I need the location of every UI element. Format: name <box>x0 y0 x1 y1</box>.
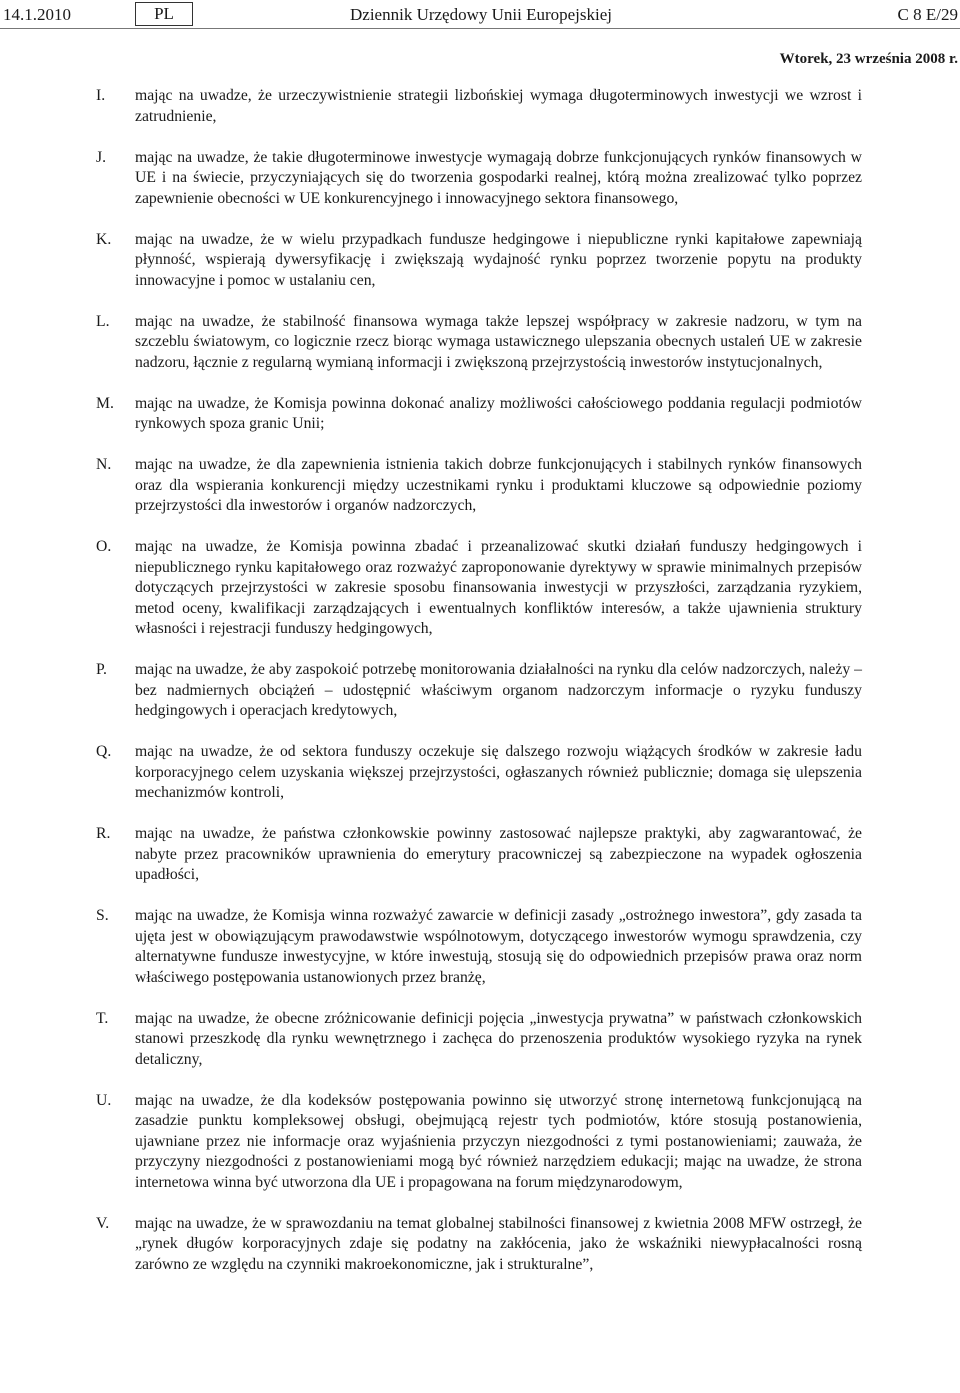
journal-title: Dziennik Urzędowy Unii Europejskiej <box>350 5 613 24</box>
recital-text: mając na uwadze, że Komisja powinna dokonać analizy możliwości całościowego poddania regulacji podmiotów rynkowych spoza granic Unii; <box>135 394 862 432</box>
publication-date: 14.1.2010 <box>3 5 71 24</box>
recital-text: mając na uwadze, że Komisja powinna zbadać i przeanalizować skutki działań funduszy hedgingowych i niepublicznego rynku kapitałowego oraz rozważyć zaproponowanie dyrektywy w sprawie minimalnych przepisów dotyczących przejrzystości w zakresie sposobu finansowania inwestycji w przyszłości, zarządzania ryzykiem, metod oceny, kwalifikacji zarządzających i ewentualnych konfliktów interesów, a także ujawnienia struktury własności i rejestracji funduszy hedgingowych, <box>135 538 862 637</box>
page-header <box>0 4 960 29</box>
recital-item <box>0 455 960 517</box>
recital-text: mając na uwadze, że urzeczywistnienie strategii lizbońskiej wymaga długoterminowych inwestycji we wzrost i zatrudnienie, <box>135 87 862 125</box>
recital-item <box>0 742 960 804</box>
recital-text: mając na uwadze, że takie długoterminowe inwestycje wymagają dobrze funkcjonujących rynków finansowych w UE i na świecie, przyczyniających się do tworzenia gospodarki realnej, którą można zrealizować tylko poprzez zapewnienie obecności w UE konkurencyjnego i innowacyjnego sektora finansowego, <box>135 148 862 207</box>
recital-text: mając na uwadze, że Komisja winna rozważyć zawarcie w definicji zasady „ostrożnego inwestora”, gdy zasada ta ujęta jest w obowiązującym prawodawstwie wspólnotowym, dotyczącego inwestorów wymogu sprawdzenia, czy alternatywne fundusze inwestycyjne, w które inwestują, stosują się do odpowiednich przepisów prawa oraz norm właściwego postępowania ustanowionych przez branżę, <box>135 907 862 986</box>
page-reference: C 8 E/29 <box>897 5 958 24</box>
recital-label: L. <box>96 312 110 330</box>
recital-label: T. <box>96 1009 109 1027</box>
recital-label: R. <box>96 825 111 842</box>
recital-text: mając na uwadze, że obecne zróżnicowanie definicji pojęcia „inwestycja prywatna” w państwach członkowskich stanowi przeszkodę dla rynku wewnętrznego i zachęca do przenoszenia produktów wysokiego ryzyka na rynek detaliczny, <box>135 1009 862 1068</box>
recital-label: N. <box>96 456 112 473</box>
recital-item <box>0 312 960 374</box>
recital-text: mając na uwadze, że od sektora funduszy oczekuje się dalszego rozwoju wiążących środków w zakresie ładu korporacyjnego celem uzyskania większej przejrzystości, ogłaszanych również publicznie; domaga się ulepszenia mechanizmów kontroli, <box>135 743 862 801</box>
recital-label: P. <box>96 661 107 678</box>
recital-item <box>0 537 960 640</box>
recital-item <box>0 230 960 292</box>
recital-label: M. <box>96 394 114 412</box>
recital-text: mając na uwadze, że w sprawozdaniu na temat globalnej stabilności finansowej z kwietnia 2008 MFW ostrzegł, że „rynek długów korporacyjnych zdaje się podatny na zakłócenia, jako że wskaźniki niewypłacalności rosną zarówno ze względu na czynniki makroekonomiczne, jak i strukturalne”, <box>135 1214 862 1273</box>
recital-item <box>0 1214 960 1276</box>
recital-item <box>0 394 960 435</box>
language-badge: PL <box>135 2 193 26</box>
recital-item <box>0 86 960 127</box>
recital-label: U. <box>96 1091 112 1109</box>
recital-item <box>0 824 960 886</box>
recital-text: mając na uwadze, że w wielu przypadkach fundusze hedgingowe i niepubliczne rynki kapitałowe zapewniają płynność, wspierają dywersyfikację i zwiększają wydajność rynku poprzez tworzenie popytu na produkty innowacyjne i pomoc w ustalaniu cen, <box>135 230 862 289</box>
recital-label: K. <box>96 230 112 248</box>
recital-item <box>0 1091 960 1194</box>
recital-item <box>0 148 960 210</box>
recital-label: Q. <box>96 743 112 760</box>
recital-label: S. <box>96 907 109 924</box>
recital-text: mając na uwadze, że stabilność finansowa wymaga także lepszej współpracy w zakresie nadzoru, w tym na szczeblu światowym, co logicznie rzecz biorąc wymaga ustawicznego ulepszania obecnych ustaleń UE w zakresie nadzoru, łącznie z regularną wymianą informacji i zwiększoną przejrzystością inwestorów instytucjonalnych, <box>135 312 862 371</box>
recital-text: mając na uwadze, że dla kodeksów postępowania powinno się utworzyć stronę internetową funkcjonującą na zasadzie punktu kompleksowej obsługi, obejmującą rejestr tych podmiotów, które stosują postanowienia, ujawniane przez nie informacje oraz wyjaśnienia przyczyn niezgodności z tymi postanowieniami; zauważa, że przyczyny niezgodności z postanowieniami mogą być również narzędziem edukacji; mając na uwadze, że strona internetowa winna być utworzona dla UE i propagowana na forum międzynarodowym, <box>135 1091 862 1191</box>
recital-label: O. <box>96 538 112 555</box>
recital-item <box>0 660 960 722</box>
recital-item <box>0 1009 960 1071</box>
recital-label: V. <box>96 1214 110 1232</box>
session-date: Wtorek, 23 września 2008 r. <box>779 51 958 67</box>
recitals-list <box>0 86 960 1296</box>
recital-label: I. <box>96 87 106 104</box>
recital-text: mając na uwadze, że aby zaspokoić potrzebę monitorowania działalności na rynku dla celów nadzorczych, należy – bez nadmiernych obciążeń – udostępnić właściwym organom nadzorczym informacje o ryzyku funduszy hedgingowych i operacjach kredytowych, <box>135 661 862 719</box>
recital-label: J. <box>96 148 107 166</box>
recital-text: mając na uwadze, że dla zapewnienia istnienia takich dobrze funkcjonujących i stabilnych rynków finansowych oraz dla wspierania konkurencji między uczestnikami rynku i produktami kluczowe są odpowiednie poziomy przejrzystości dla inwestorów i organów nadzorczych, <box>135 456 862 514</box>
recital-item <box>0 906 960 988</box>
recital-text: mając na uwadze, że państwa członkowskie powinny zastosować najlepsze praktyki, aby zagwarantować, że nabyte przez pracowników uprawnienia do emerytury pracowniczej są zabezpieczone na wypadek ogłoszenia upadłości, <box>135 825 862 883</box>
